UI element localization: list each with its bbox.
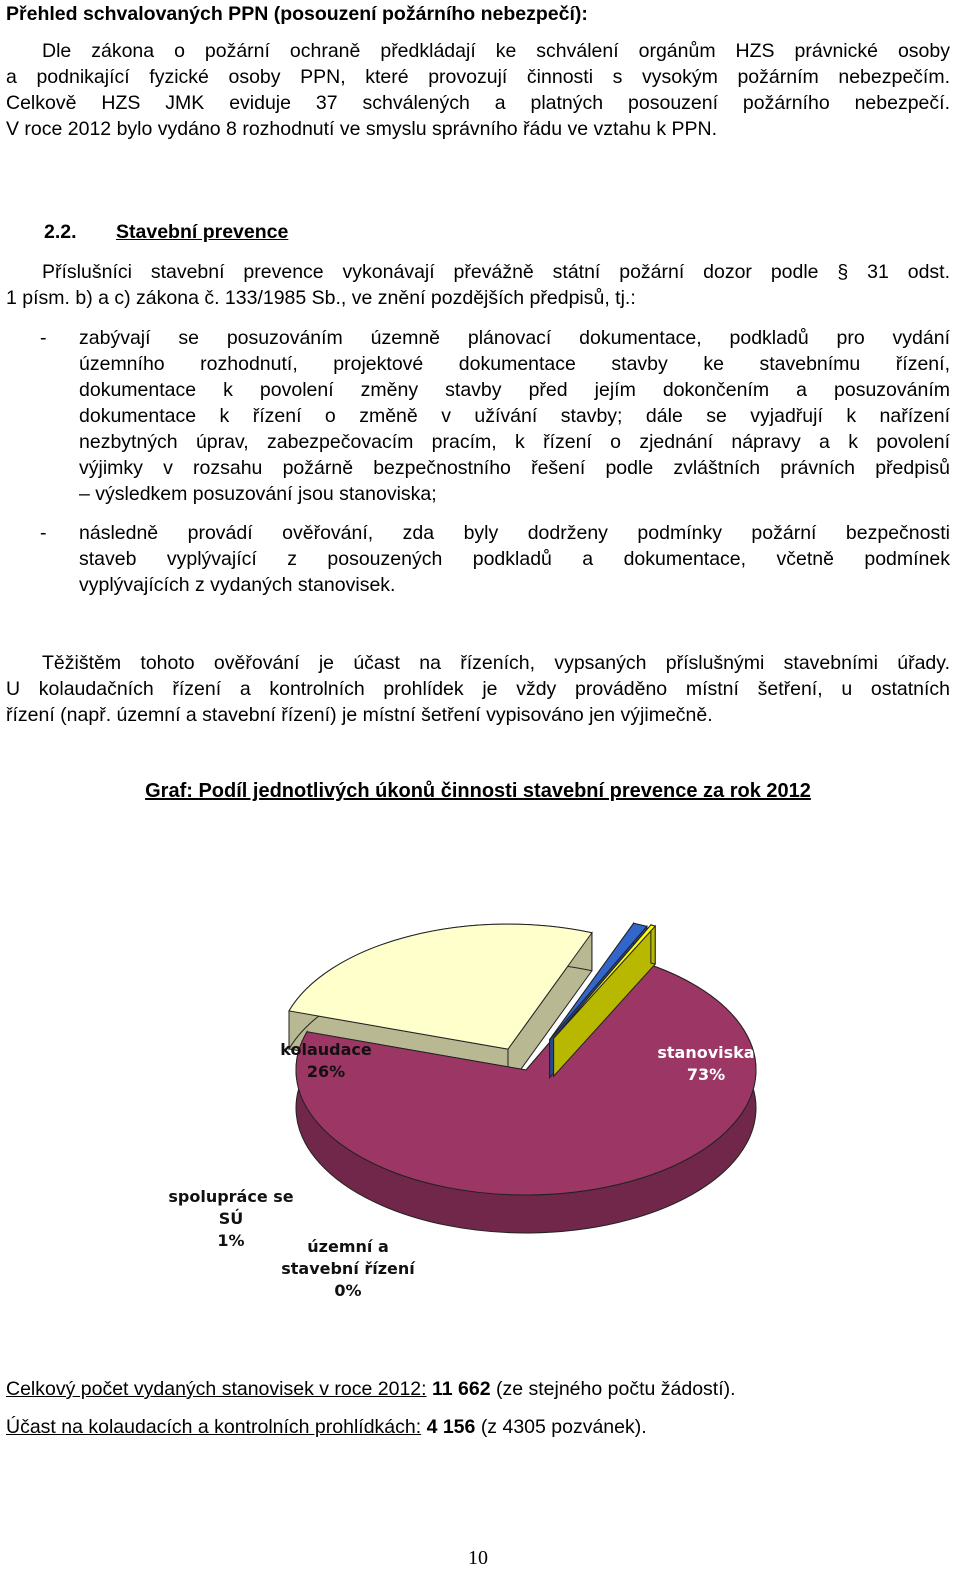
bullet-line: územního rozhodnutí, projektové dokumentace stavby ke stavebnímu řízení, [79,353,950,375]
slice-label: kolaudace 26% [280,1040,372,1081]
paragraph-line: Dle zákona o požární ochraně předkládají ke schválení orgánům HZS právnické osoby [42,40,950,62]
section-intro-paragraph [6,259,950,311]
section-number: 2.2. [44,221,77,243]
paragraph-line: a podnikající fyzické osoby PPN, které provozují činnosti s vysokým požárním nebezpečím. [6,66,950,88]
bullet-dash: - [40,522,47,544]
pie-chart [6,820,950,1320]
page-number: 10 [468,1547,488,1569]
stat-label: Celkový počet vydaných stanovisek v roce 2012: [6,1378,427,1400]
stat-value: 4 156 [426,1416,476,1438]
bullet-dash: - [40,327,47,349]
paragraph-line: V roce 2012 bylo vydáno 8 rozhodnutí ve smyslu správního řádu ve vztahu k PPN. [6,118,718,140]
bullet-line: dokumentace k povolení změny stavby před jejím dokončením a posuzováním [79,379,950,401]
bullet-text [79,520,950,598]
slice-label: stanoviska 73% [657,1043,755,1084]
bullet-line: zabývají se posuzováním územně plánovací dokumentace, podkladů pro vydání [79,327,950,349]
ppn-intro-paragraph [6,38,950,142]
paragraph-line: 1 písm. b) a c) zákona č. 133/1985 Sb., ve znění pozdějších předpisů, tj.: [6,287,636,309]
bullet-line: výjimky v rozsahu požárně bezpečnostního řešení podle zvláštních právních předpisů [79,457,950,479]
stat-label: Účast na kolaudacích a kontrolních prohlídkách: [6,1416,422,1438]
stat-value: 11 662 [431,1378,491,1400]
stat-line [6,1415,647,1439]
paragraph-line: řízení (např. územní a stavební řízení) je místní šetření vypisováno jen výjimečně. [6,704,713,726]
bullet-item [6,520,950,600]
slice-label: územní a stavební řízení 0% [281,1237,415,1300]
bullet-item [6,325,950,507]
slice-label: spolupráce se SÚ 1% [168,1187,294,1250]
focus-paragraph [6,650,950,728]
bullet-line: nezbytných úprav, zabezpečovacím pracím, k řízení o zjednání nápravy a k povolení [79,431,950,453]
paragraph-line: Celkově HZS JMK eviduje 37 schválených a platných posouzení požárního nebezpečí. [6,92,950,114]
bullet-line: staveb vyplývající z posouzených podkladů a dokumentace, včetně podmínek [79,548,950,570]
bullet-line: následně provádí ověřování, zda byly dodrženy podmínky požární bezpečnosti [79,522,950,544]
bullet-text [79,325,950,507]
section-title: Stavební prevence [116,221,289,243]
paragraph-line: Těžištěm tohoto ověřování je účast na řízeních, vypsaných příslušnými stavebními úřady. [42,652,950,674]
stat-suffix: (ze stejného počtu žádostí). [495,1378,736,1400]
stat-line [6,1377,736,1401]
section-heading [44,220,288,244]
graph-title: Graf: Podíl jednotlivých úkonů činnosti stavební prevence za rok 2012 [145,780,811,802]
stat-suffix: (z 4305 pozvánek). [480,1416,647,1438]
bullet-line: vyplývajících z vydaných stanovisek. [79,574,396,596]
paragraph-line: Příslušníci stavební prevence vykonávají převážně státní požární dozor podle § 31 odst. [42,261,950,283]
paragraph-line: U kolaudačních řízení a kontrolních prohlídek je vždy prováděno místní šetření, u ostatních [6,678,950,700]
ppn-heading: Přehled schvalovaných PPN (posouzení požárního nebezpečí): [6,3,588,25]
bullet-line: dokumentace k řízení o změně v užívání stavby; dále se vyjadřují k nařízení [79,405,950,427]
bullet-line: – výsledkem posuzování jsou stanoviska; [79,483,437,505]
